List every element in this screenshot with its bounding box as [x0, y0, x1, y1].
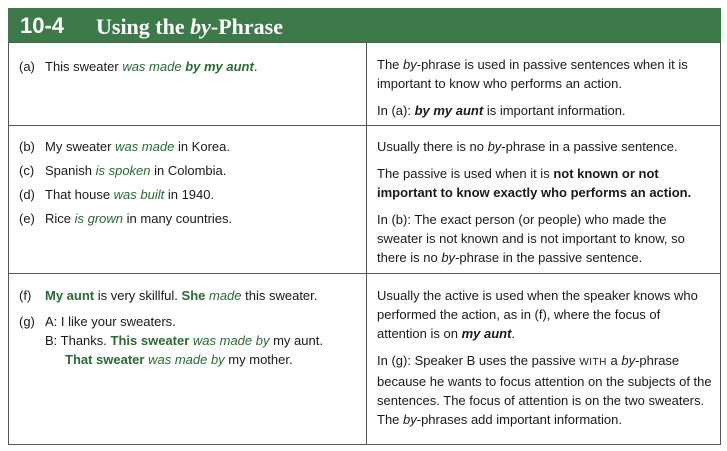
section-number: 10-4: [20, 13, 65, 38]
section-header: [8, 8, 721, 42]
table-row: [9, 43, 720, 126]
examples-f-g: (f) My aunt is very skillful. She made this sweater. (g) A: I like your sweaters. B: Thanks. This sweater was made by my aunt. That sweater was made by my mother.: [19, 288, 323, 367]
explanation-3: Usually the active is used when the speaker knows who performed the action, as in (f), where the focus of attention is on my aunt. In (g): Speaker B uses the passive WITH a by-phrase because he wants to focus attention on the subjects of the sentences. The focus of attention is on the two sweaters. The by-phrases add important information.: [377, 288, 712, 427]
section-title: Using the by-Phrase: [96, 14, 283, 39]
grammar-table: [8, 42, 721, 445]
explanation-2: Usually there is no by-phrase in a passive sentence. The passive is used when it is not known or not important to know exactly who performs an action. In (b): The exact person (or people) who made the sweater is not known and is not important to know, so there is no by-phrase in the passive sentence.: [377, 139, 692, 265]
example-a: (a) This sweater was made by my aunt.: [19, 59, 258, 74]
examples-b-e: (b) My sweater was made in Korea. (c) Spanish is spoken in Colombia. (d) That house was built in 1940. (e) Rice is grown in many countries.: [19, 139, 233, 226]
explanation-1: The by-phrase is used in passive sentences when it is important to know who performs an action. In (a): by my aunt is important information.: [377, 57, 688, 118]
table-row: [9, 126, 720, 274]
table-row: [9, 274, 720, 444]
